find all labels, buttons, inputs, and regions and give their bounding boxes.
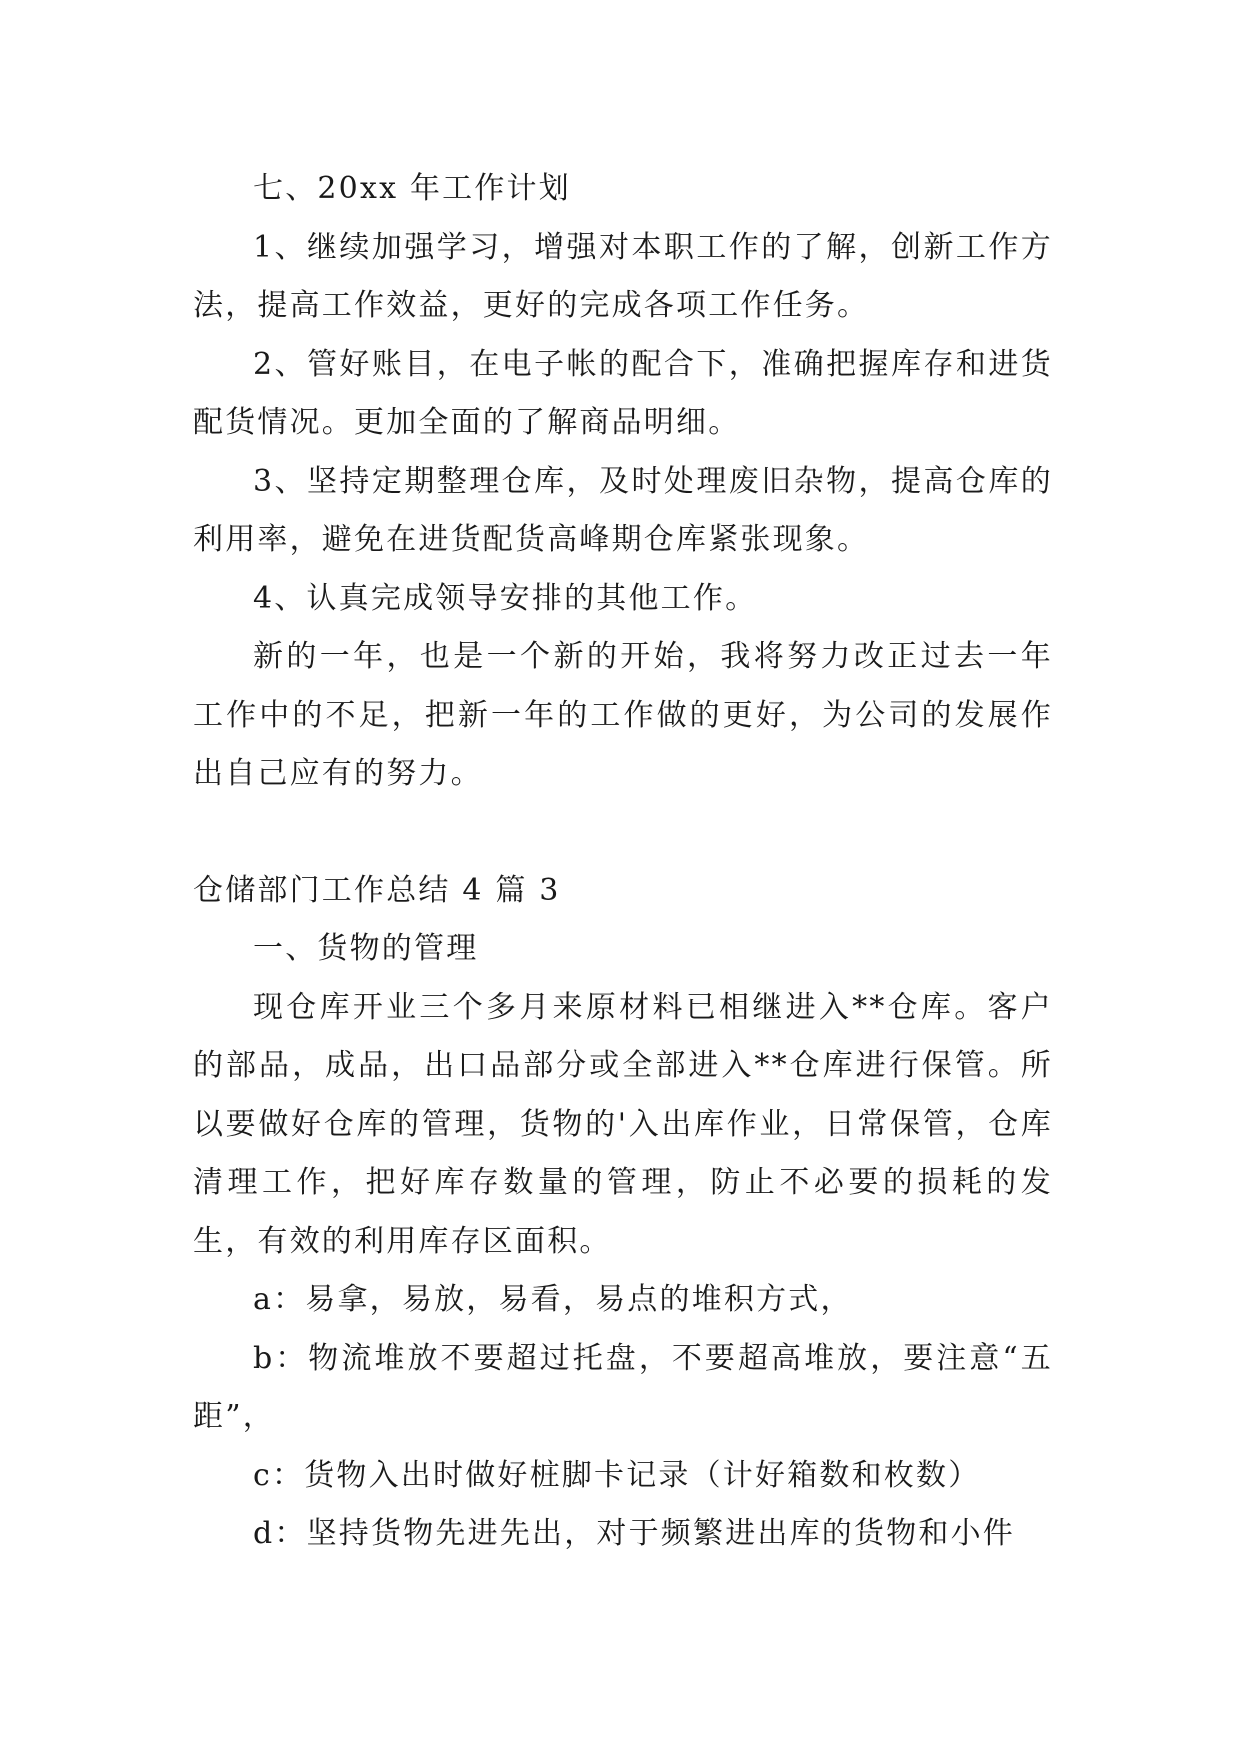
plan-item-1: 1、继续加强学习，增强对本职工作的了解，创新工作方法，提高工作效益，更好的完成各项工作任务。 <box>193 229 1053 323</box>
point-c: c：货物入出时做好桩脚卡记录（计好箱数和枚数） <box>253 1457 981 1493</box>
plan-item-4: 4、认真完成领导安排的其他工作。 <box>253 580 758 616</box>
point-a: a：易拿，易放，易看，易点的堆积方式， <box>253 1282 853 1317</box>
intro-paragraph: 现仓库开业三个多月来原材料已相继进入**仓库。客户的部品，成品，出口品部分或全部进入**仓库进行保管。所以要做好仓库的管理，货物的'入出库作业，日常保管，仓库清理工作，把好库存数量的管理，防止不必要的损耗的发生，有效的利用库存区面积。 <box>193 989 1053 1259</box>
work-plan-heading: 七、20xx 年工作计划 <box>253 171 571 206</box>
closing-paragraph: 新的一年，也是一个新的开始，我将努力改正过去一年工作中的不足，把新一年的工作做的更好，为公司的发展作出自己应有的努力。 <box>193 639 1053 791</box>
section-title: 仓储部门工作总结 4 篇 3 <box>193 872 561 908</box>
plan-item-2: 2、管好账目，在电子帐的配合下，准确把握库存和进货配货情况。更加全面的了解商品明细。 <box>193 346 1053 440</box>
document-page <box>193 160 1053 1564</box>
plan-item-3: 3、坚持定期整理仓库，及时处理废旧杂物，提高仓库的利用率，避免在进货配货高峰期仓库紧张现象。 <box>193 463 1053 557</box>
section-spacer <box>193 804 1053 862</box>
point-d: d：坚持货物先进先出，对于频繁进出库的货物和小件 <box>253 1516 1016 1551</box>
goods-management-heading: 一、货物的管理 <box>253 931 479 966</box>
point-b: b：物流堆放不要超过托盘，不要超高堆放，要注意“五距”， <box>193 1340 1053 1434</box>
